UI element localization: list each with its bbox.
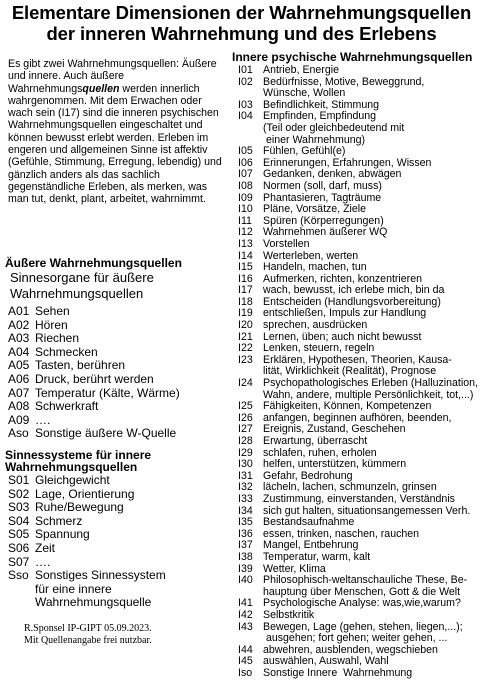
inner-source-item-text: Mangel, Entbehrung — [263, 539, 359, 552]
outer-source-item — [8, 427, 233, 441]
outer-source-item-code: A08 — [8, 399, 30, 414]
title-line-2: der inneren Wahrnehmung und des Erlebens — [46, 23, 437, 44]
inner-source-item — [238, 65, 478, 77]
inner-source-item-code: I25 — [238, 400, 253, 413]
inner-source-item-text: abwehren, ausblenden, wegschieben — [263, 643, 438, 656]
inner-source-item-text: auswählen, Auswahl, Wahl — [263, 655, 389, 668]
inner-source-item-text: Phantasieren, Tagträume — [263, 191, 382, 204]
senses-list — [8, 474, 233, 610]
outer-source-item — [8, 332, 233, 346]
sense-system-item-text: …. — [35, 554, 51, 569]
inner-source-item-code: I27 — [238, 423, 253, 436]
inner-source-item — [238, 575, 478, 598]
outer-source-item-text: Sonstige äußere W-Quelle — [35, 426, 177, 441]
inner-source-item — [238, 494, 478, 506]
outer-source-item-text: Sehen — [35, 304, 70, 318]
outer-source-item-text: Tasten, berühren — [35, 358, 126, 373]
outer-source-item — [8, 387, 233, 401]
inner-source-item-code: I26 — [238, 411, 253, 424]
inner-source-item-code: I04 — [238, 110, 253, 123]
inner-source-item-code: I39 — [238, 562, 253, 575]
inner-source-item — [238, 111, 478, 146]
inner-source-item-code: I33 — [238, 492, 253, 505]
page-title — [0, 2, 483, 44]
signature — [24, 623, 152, 646]
intro-paragraph — [8, 58, 223, 206]
sense-system-item-text: Sonstiges Sinnessystem für eine innere Wahrnehmungsquelle — [35, 568, 166, 610]
inner-source-item-text: Philosophisch-weltanschauliche These, Be- hauptung über Menschen, Gott & die Welt — [263, 574, 468, 598]
inner-source-item-code: I24 — [238, 377, 253, 390]
inner-source-item-text: wach, bewusst, ich erlebe mich, bin da — [263, 284, 445, 297]
inner-source-item-code: I45 — [238, 655, 253, 668]
sense-system-item — [8, 542, 233, 556]
outer-sense-organs-subheading-1: Sinnesorgane für äußere — [10, 270, 154, 285]
inner-source-item-text: Erwartung, überrascht — [263, 435, 368, 447]
inner-source-item-code: I32 — [238, 481, 253, 494]
outer-source-item-code: A03 — [8, 331, 30, 346]
outer-source-item-text: Hören — [35, 317, 68, 332]
inner-source-item-text: Fähigkeiten, Können, Kompetenzen — [263, 400, 432, 413]
outer-source-item-text: Druck, berührt werden — [35, 371, 154, 386]
inner-source-item-text: Lenken, steuern, regeln — [263, 342, 375, 355]
inner-source-item-text: Sonstige Innere Wahrnehmung — [263, 666, 413, 679]
outer-source-item-code: Aso — [8, 426, 29, 441]
outer-sense-organs-subheading-2: Wahrnehmungsquellen — [10, 286, 144, 301]
inner-source-item-text: Empfinden, Empfindung (Teil oder gleichbedeutend mit einer Wahrnehmung) — [263, 110, 405, 146]
inner-source-item-code: Iso — [238, 666, 253, 679]
outer-source-item-text: Temperatur (Kälte, Wärme) — [35, 385, 180, 400]
outer-sources-heading: Äußere Wahrnehmungsquellen — [5, 256, 182, 270]
inner-source-item-code: I02 — [238, 75, 253, 88]
inner-source-item-text: Handeln, machen, tun — [263, 261, 367, 274]
inner-source-item-code: I05 — [238, 145, 253, 158]
inner-source-item-code: I20 — [238, 319, 253, 332]
sense-system-item-code: S01 — [8, 473, 30, 487]
sense-system-item — [8, 501, 233, 515]
inner-source-item-code: I42 — [238, 608, 253, 621]
inner-source-item-code: I36 — [238, 527, 253, 540]
inner-source-item-text: Lernen, üben; auch nicht bewusst — [263, 330, 422, 343]
inner-source-item — [238, 517, 478, 529]
outer-source-item — [8, 373, 233, 387]
sense-system-item-code: S03 — [8, 500, 30, 515]
inner-source-item-text: Bestandsaufnahme — [263, 516, 355, 529]
outer-source-item-text: Schmecken — [35, 344, 98, 359]
inner-source-item-text: Aufmerken, richten, konzentrieren — [263, 272, 422, 285]
inner-source-item-code: I34 — [238, 504, 253, 517]
outer-source-item — [8, 414, 233, 428]
inner-source-item — [238, 436, 478, 448]
sense-system-item-code: S04 — [8, 513, 30, 528]
inner-source-item-code: I37 — [238, 539, 253, 552]
inner-source-item-code: I40 — [238, 574, 253, 587]
inner-source-item-code: I35 — [238, 516, 253, 529]
inner-source-item-code: I14 — [238, 249, 253, 262]
signature-line-1: R.Sponsel IP-GIPT 05.09.2023. — [24, 623, 152, 634]
inner-source-item-text: Fühlen, Gefühl(e) — [263, 145, 346, 158]
sense-system-item — [8, 556, 233, 570]
inner-source-item-text: Gedanken, denken, abwägen — [263, 168, 402, 181]
outer-sources-list — [8, 305, 233, 441]
intro-text-2: werden innerlich wahrgenommen. Mit dem Erwachen oder wach sein (I17) sind die inneren psychischen Wahrnehmungsquellen eingeschaltet und können bewusst erlebt werden. Erleben im engeren und allgemeinen Sinne ist affektiv (Gefühle, Stimmung, Erregung, lebendig) und gänzlich anders als das sachlich gegenständliche Erleben, als merken, was man tut, denkt, plant, arbeitet, wahrnimmt. — [8, 82, 222, 206]
inner-source-item — [238, 610, 478, 622]
outer-source-item-code: A09 — [8, 412, 30, 427]
inner-source-item-text: sich gut halten, situationsangemessen Verh. — [263, 504, 471, 517]
inner-source-item-text: Zustimmung, einverstanden, Verständnis — [263, 492, 455, 505]
inner-source-item-text: Befindlichkeit, Stimmung — [263, 98, 379, 111]
sense-system-item-text: Lage, Orientierung — [35, 486, 135, 501]
inner-source-item-code: I43 — [238, 620, 253, 633]
outer-source-item-code: A05 — [8, 358, 30, 373]
inner-source-item-code: I15 — [238, 261, 253, 274]
inner-source-item — [238, 262, 478, 274]
outer-source-item — [8, 346, 233, 360]
inner-source-item-code: I12 — [238, 226, 253, 239]
inner-source-item-text: sprechen, ausdrücken — [263, 319, 368, 332]
sense-system-item — [8, 474, 233, 488]
sense-system-item-code: S02 — [8, 486, 30, 501]
outer-source-item-code: A02 — [8, 317, 30, 332]
inner-source-item — [238, 77, 478, 100]
outer-source-item-text: Schwerkraft — [35, 399, 99, 414]
inner-source-item-text: Erinnerungen, Erfahrungen, Wissen — [263, 156, 432, 169]
sense-system-item-text: Gleichgewicht — [35, 473, 110, 487]
sense-system-item — [8, 528, 233, 542]
sense-system-item-code: S07 — [8, 554, 30, 569]
inner-source-item-text: schlafen, ruhen, erholen — [263, 446, 377, 459]
inner-source-item-code: I23 — [238, 353, 253, 366]
signature-line-2: Mit Quellenangabe frei nutzbar. — [24, 634, 152, 646]
inner-source-item-code: I01 — [238, 64, 253, 76]
inner-source-item-code: I11 — [238, 214, 252, 227]
inner-sources-heading: Innere psychische Wahrnehmungsquellen — [232, 50, 473, 64]
inner-source-item — [238, 239, 478, 251]
title-line-1: Elementare Dimensionen der Wahrnehmungsquellen — [11, 2, 472, 23]
inner-source-item-text: Antrieb, Energie — [263, 64, 339, 76]
inner-source-item-code: I08 — [238, 179, 253, 192]
outer-source-item — [8, 319, 233, 333]
inner-source-item-text: Werterleben, werten — [263, 249, 359, 262]
inner-source-item-text: Temperatur, warm, kalt — [263, 550, 371, 563]
inner-source-item — [238, 552, 478, 564]
sense-system-item-code: S05 — [8, 527, 30, 542]
outer-source-item-text: …. — [35, 412, 51, 427]
inner-source-item-code: I38 — [238, 550, 253, 563]
inner-source-item-code: I03 — [238, 98, 253, 111]
sense-system-item-text: Zeit — [35, 540, 56, 555]
inner-source-item — [238, 204, 478, 216]
inner-source-item-text: essen, trinken, naschen, rauchen — [263, 527, 420, 540]
inner-source-item — [238, 146, 478, 158]
outer-source-item — [8, 400, 233, 414]
inner-source-item-text: entschließen, Impuls zur Handlung — [263, 307, 427, 320]
inner-source-item — [238, 378, 478, 401]
inner-source-item — [238, 622, 478, 645]
sense-system-item — [8, 515, 233, 529]
senses-heading-1: Sinnessysteme für innere — [5, 448, 152, 462]
inner-sources-list — [238, 65, 478, 679]
inner-source-item-code: I22 — [238, 342, 253, 355]
inner-source-item — [238, 320, 478, 332]
senses-heading-2: Wahrnehmungsquellen — [5, 460, 138, 474]
inner-source-item-text: lächeln, lachen, schmunzeln, grinsen — [263, 481, 437, 494]
sense-system-item-code: Sso — [8, 568, 29, 583]
sense-system-item — [8, 569, 233, 610]
outer-source-item-text: Riechen — [35, 331, 80, 346]
inner-source-item — [238, 355, 478, 378]
inner-source-item-text: Erklären, Hypothesen, Theorien, Kausa- lität, Wirklichkeit (Realität), Prognose — [263, 353, 452, 378]
inner-source-item-code: I16 — [238, 272, 253, 285]
outer-source-item-code: A06 — [8, 371, 30, 386]
inner-source-item-text: helfen, unterstützen, kümmern — [263, 458, 407, 471]
inner-source-item-text: Pläne, Vorsätze, Ziele — [263, 203, 367, 216]
inner-source-item-text: Normen (soll, darf, muss) — [263, 179, 382, 192]
inner-source-item-code: I09 — [238, 191, 253, 204]
inner-source-item-text: Psychopathologisches Erleben (Halluzination, Wahn, andere, multiple Persönlichkeit, tot,...) — [263, 377, 478, 401]
inner-source-item-code: I10 — [238, 203, 253, 216]
inner-source-item-text: Bewegen, Lage (gehen, stehen, liegen,...); ausgehen; fort gehen; weiter gehen, ... — [263, 620, 463, 645]
inner-source-item-text: Wetter, Klima — [263, 562, 326, 575]
inner-source-item-text: Spüren (Körperregungen) — [263, 214, 384, 227]
inner-source-item-text: anfangen, beginnen aufhören, beenden, — [263, 411, 452, 424]
outer-source-item-code: A01 — [8, 304, 30, 318]
inner-source-item-code: I21 — [238, 330, 253, 343]
inner-source-item-code: I19 — [238, 307, 253, 320]
inner-source-item — [238, 668, 478, 680]
intro-text-1: Es gibt zwei Wahrnehmungsquellen: Äußere und innere. Auch äußere Wahrnehmungs — [8, 58, 217, 95]
outer-source-item — [8, 305, 233, 319]
sense-system-item-text: Schmerz — [35, 513, 83, 528]
outer-source-item-code: A07 — [8, 385, 30, 400]
inner-source-item — [238, 181, 478, 193]
inner-source-item-text: Selbstkritik — [263, 608, 315, 621]
inner-source-item-code: I44 — [238, 643, 253, 656]
sense-system-item-code: S06 — [8, 540, 30, 555]
inner-source-item-text: Entscheiden (Handlungsvorbereitung) — [263, 295, 441, 308]
outer-source-item — [8, 359, 233, 373]
inner-source-item-text: Bedürfnisse, Motive, Beweggrund, Wünsche, Wollen — [263, 75, 425, 100]
inner-source-item-code: I29 — [238, 446, 253, 459]
sense-system-item — [8, 488, 233, 502]
inner-source-item-text: Wahrnehmen äußerer WQ — [263, 226, 388, 239]
sense-system-item-text: Ruhe/Bewegung — [35, 500, 124, 515]
inner-source-item-code: I31 — [238, 469, 253, 482]
intro-emphasis: quellen — [82, 82, 120, 95]
inner-source-item-code: I07 — [238, 168, 253, 181]
inner-source-item-code: I13 — [238, 237, 253, 250]
inner-source-item-code: I06 — [238, 156, 253, 169]
inner-source-item-code: I18 — [238, 295, 253, 308]
inner-source-item-text: Vorstellen — [263, 237, 310, 250]
inner-source-item-text: Gefahr, Bedrohung — [263, 469, 353, 482]
inner-source-item-text: Psychologische Analyse: was,wie,warum? — [263, 597, 461, 610]
inner-source-item-text: Ereignis, Zustand, Geschehen — [263, 423, 406, 436]
inner-source-item-code: I30 — [238, 458, 253, 471]
inner-source-item-code: I41 — [238, 597, 253, 610]
outer-source-item-code: A04 — [8, 344, 30, 359]
inner-source-item-code: I17 — [238, 284, 253, 297]
sense-system-item-text: Spannung — [35, 527, 90, 542]
inner-source-item-code: I28 — [238, 435, 253, 447]
